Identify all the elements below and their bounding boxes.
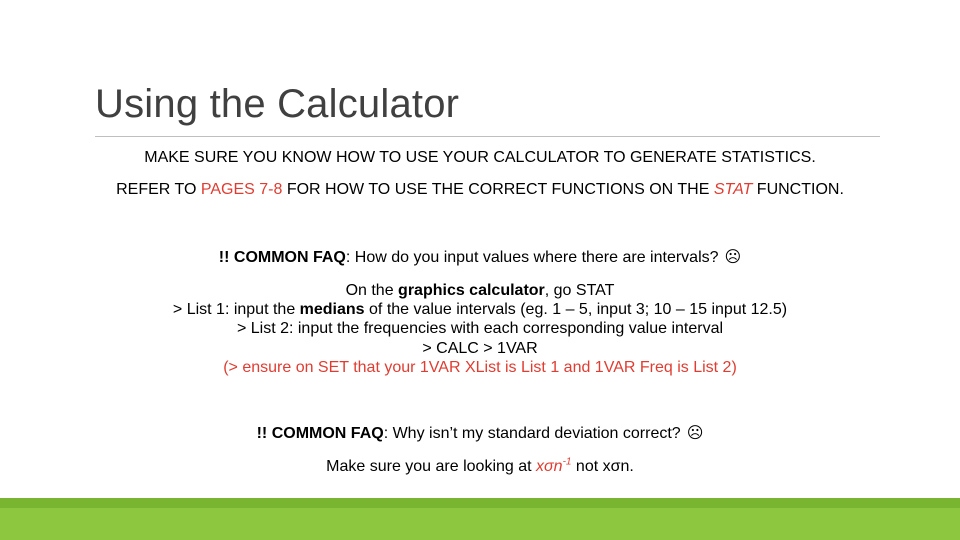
symbol-superscript: -1: [562, 456, 572, 468]
line2-text-c: FUNCTION.: [752, 181, 844, 198]
faq-2-label: !! COMMON FAQ: [256, 425, 384, 442]
answer-1-text: , go STAT: [544, 282, 615, 299]
faq-2-question: : Why isn’t my standard deviation correct?: [383, 425, 681, 442]
answer-2: [0, 457, 960, 477]
medians-term: medians: [299, 301, 365, 318]
answer-2-text: Make sure you are looking at: [326, 458, 537, 475]
stat-reference: STAT: [713, 181, 753, 198]
faq-2: [0, 424, 960, 444]
faq-1: [0, 248, 960, 268]
bottom-accent-bar-top: [0, 498, 960, 508]
line2-text-b: FOR HOW TO USE THE CORRECT FUNCTIONS ON THE: [282, 181, 714, 198]
title-divider: [95, 136, 880, 137]
graphics-calculator-term: graphics calculator: [398, 282, 545, 299]
line2-text-a: REFER TO: [116, 181, 201, 198]
answer-1-line-4: > CALC > 1VAR: [422, 340, 538, 357]
answer-1-text: > List 1: input the: [172, 301, 300, 318]
symbol-base: xσn: [536, 458, 563, 475]
frown-icon: ☹: [686, 425, 704, 442]
faq-1-question: : How do you input values where there are intervals?: [345, 249, 719, 266]
instruction-line-2: [0, 180, 960, 200]
pages-reference: PAGES 7-8: [200, 181, 283, 198]
frown-icon: ☹: [724, 249, 742, 266]
answer-1-line-2: [0, 300, 960, 320]
instruction-line-1: MAKE SURE YOU KNOW HOW TO USE YOUR CALCULATOR TO GENERATE STATISTICS.: [144, 149, 816, 166]
answer-2-text: not xσn.: [571, 458, 634, 475]
answer-1-line-1: [0, 281, 960, 301]
answer-1-text: of the value intervals (eg. 1 – 5, input 3; 10 – 15 input 12.5): [364, 301, 788, 318]
slide-title: Using the Calculator: [95, 82, 460, 126]
faq-1-label: !! COMMON FAQ: [218, 249, 346, 266]
answer-1-line-5: (> ensure on SET that your 1VAR XList is List 1 and 1VAR Freq is List 2): [223, 359, 737, 376]
answer-1-text: On the: [345, 282, 399, 299]
answer-1-line-3: > List 2: input the frequencies with each corresponding value interval: [236, 320, 724, 337]
xsigma-n-minus-1-symbol: [536, 458, 571, 475]
